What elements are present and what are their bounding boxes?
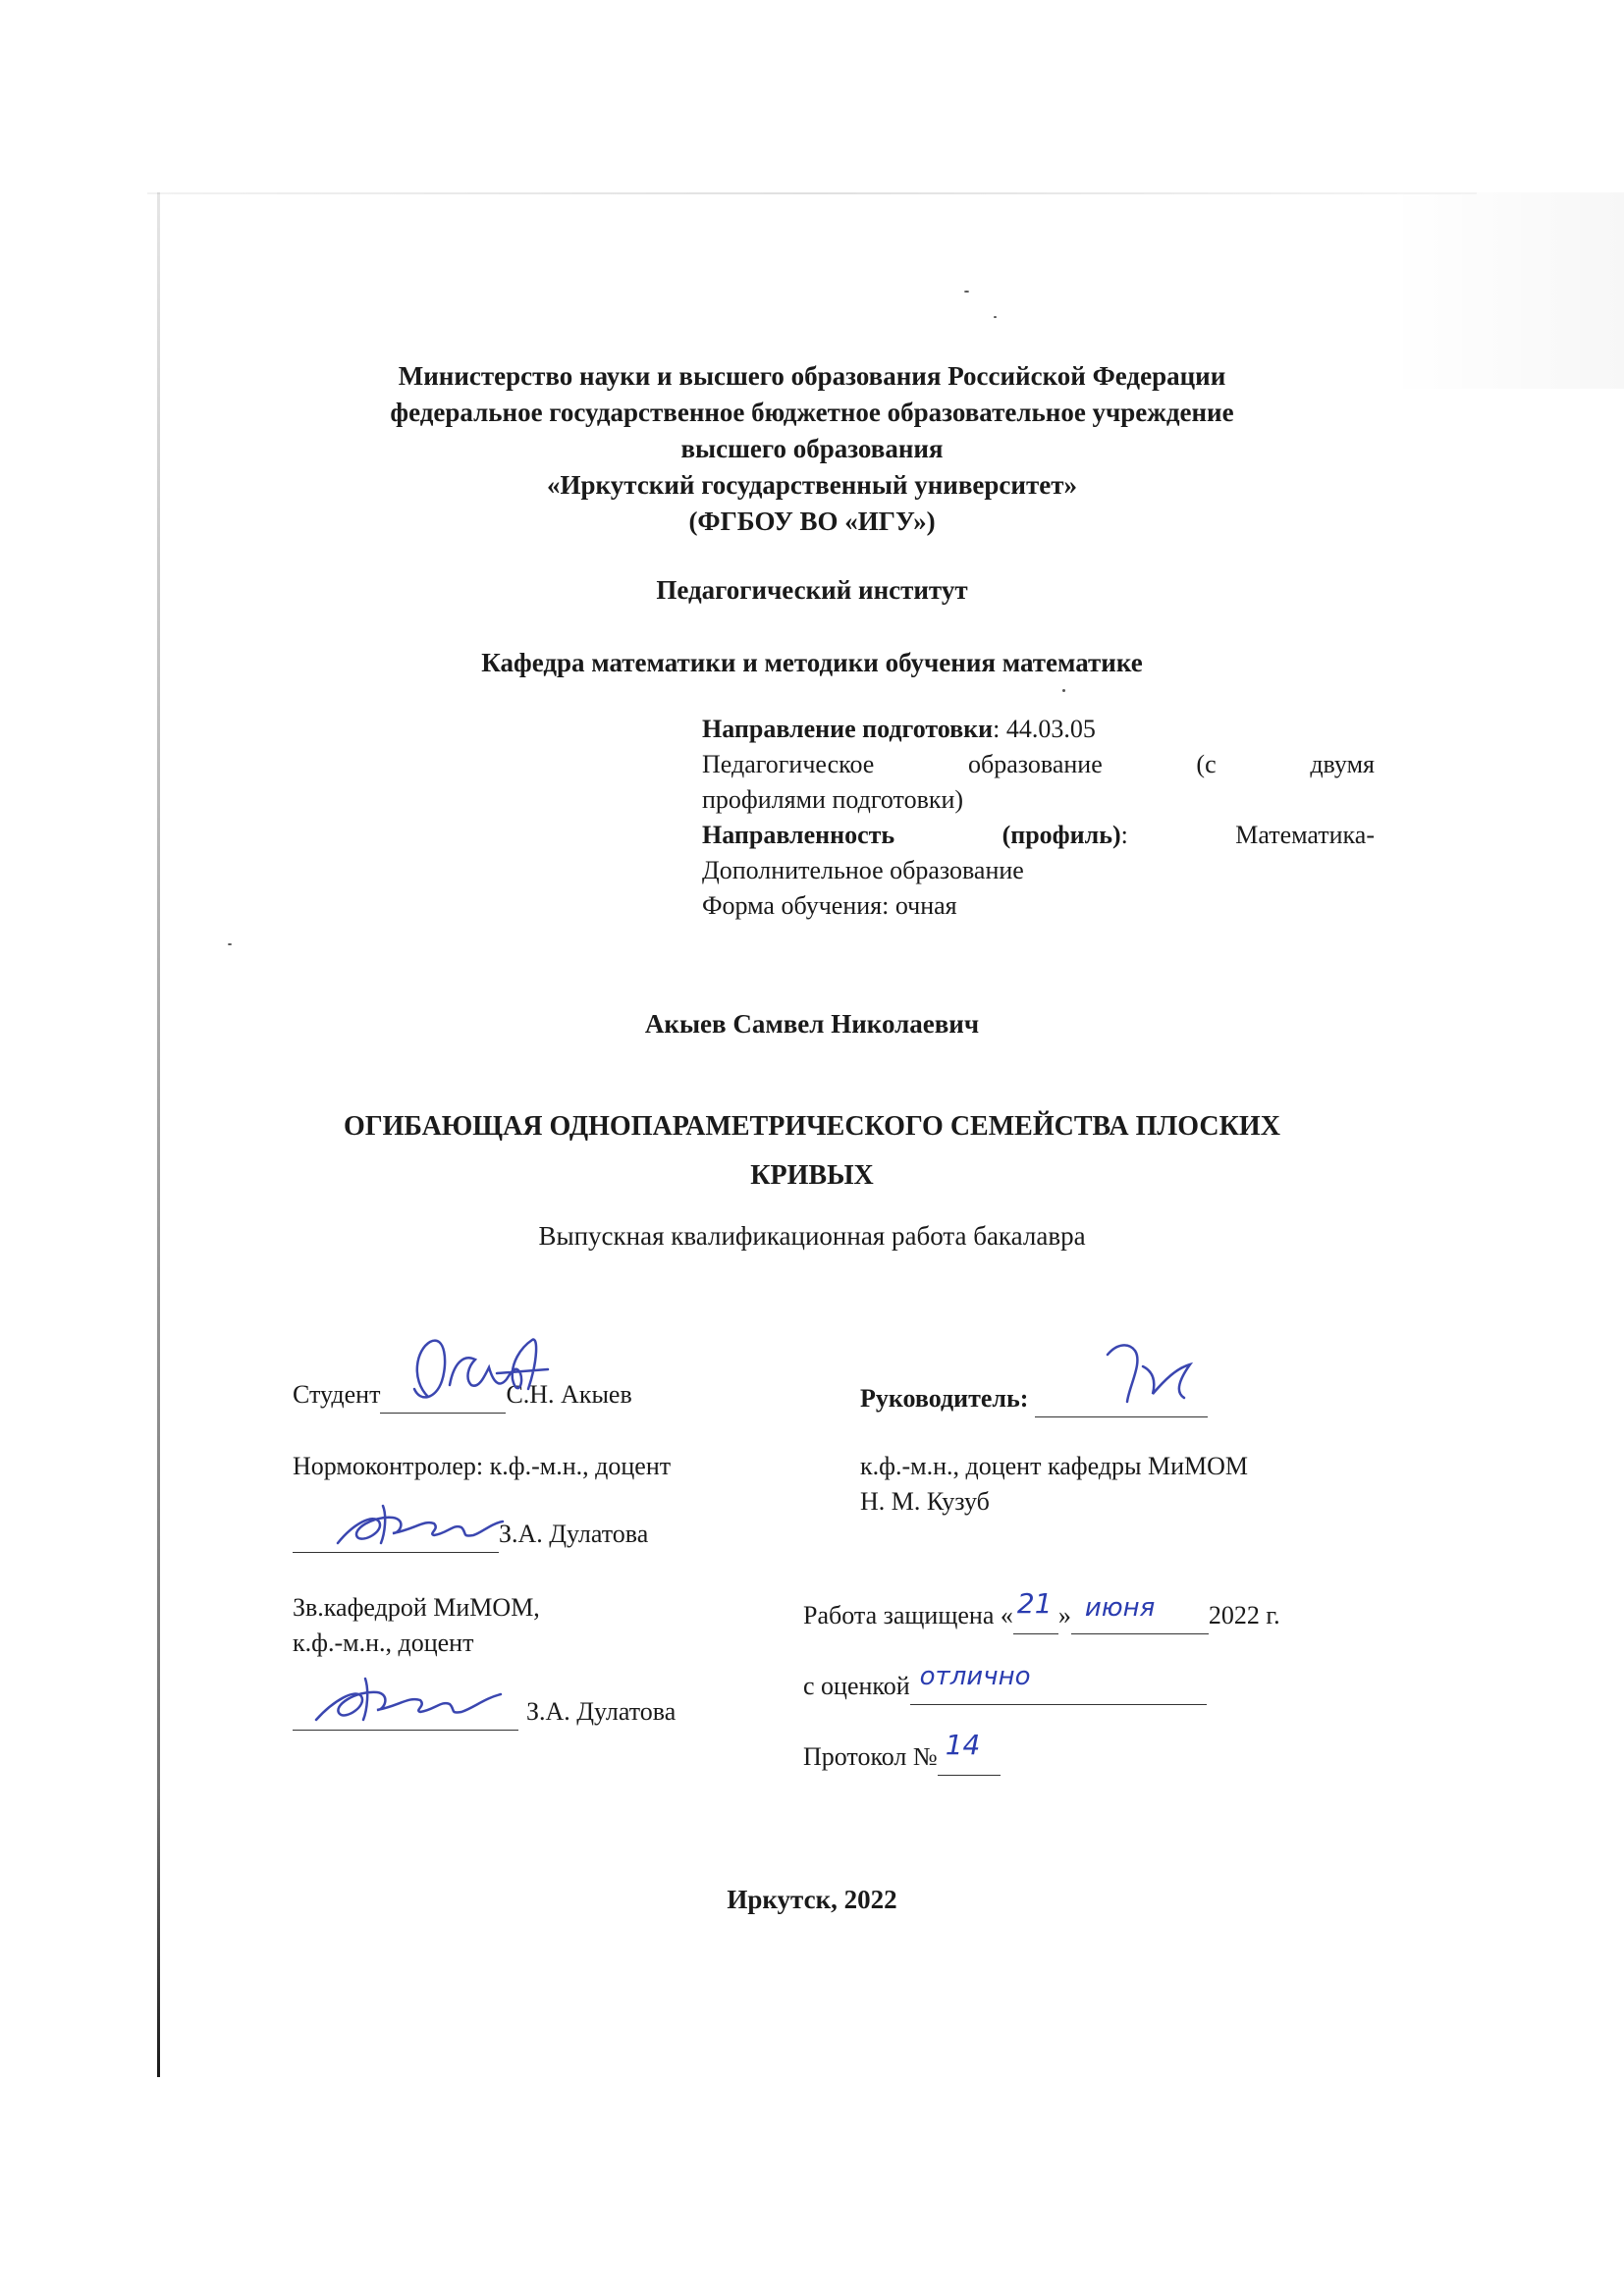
scan-speck bbox=[994, 316, 997, 318]
supervisor-label: Руководитель: bbox=[860, 1384, 1029, 1413]
university-abbr: (ФГБОУ ВО «ИГУ») bbox=[688, 507, 936, 536]
student-name: С.Н. Акыев bbox=[506, 1380, 632, 1409]
defense-quote-close: » bbox=[1057, 1601, 1071, 1629]
profile-line bbox=[702, 818, 1375, 853]
profile-label-word: (профиль) bbox=[1001, 821, 1121, 849]
direction-word: (с bbox=[1196, 750, 1217, 778]
normcontrol-name: З.А. Дулатова bbox=[499, 1520, 649, 1548]
study-form: Форма обучения: очная bbox=[702, 891, 957, 920]
head-label-line-2: к.ф.-м.н., доцент bbox=[293, 1629, 474, 1657]
scan-speck bbox=[964, 291, 969, 293]
direction-label: Направление подготовки bbox=[702, 715, 994, 743]
ministry-line: Министерство науки и высшего образования Российской Федерации bbox=[398, 361, 1226, 391]
defense-year: 2022 г. bbox=[1208, 1601, 1280, 1629]
direction-line bbox=[702, 712, 1096, 747]
direction-line-2 bbox=[702, 747, 1375, 782]
defense-date-line bbox=[803, 1587, 1280, 1634]
university-name: «Иркутский государственный университет» bbox=[547, 470, 1077, 500]
direction-line-3: профилями подготовки) bbox=[702, 785, 964, 814]
grade-label: с оценкой bbox=[803, 1672, 910, 1700]
thesis-title-line-1: ОГИБАЮЩАЯ ОДНОПАРАМЕТРИЧЕСКОГО СЕМЕЙСТВА ПЛОСКИХ bbox=[344, 1111, 1280, 1142]
profile-label-colon: : bbox=[1120, 821, 1128, 849]
supervisor-signature bbox=[1100, 1337, 1208, 1415]
head-label-line-1: Зв.кафедрой МиМОМ, bbox=[293, 1593, 540, 1622]
protocol-line bbox=[803, 1729, 1001, 1776]
scan-speck bbox=[228, 943, 232, 945]
scan-speck bbox=[1062, 689, 1065, 692]
profile-line-2: Дополнительное образование bbox=[702, 856, 1024, 884]
normcontrol-label: Нормоконтролер: к.ф.-м.н., доцент bbox=[293, 1452, 672, 1480]
protocol-label: Протокол № bbox=[803, 1742, 938, 1771]
profile-value: Математика- bbox=[1235, 821, 1375, 849]
department-name: Кафедра математики и методики обучения математике bbox=[481, 648, 1143, 677]
education-level-line: высшего образования bbox=[680, 434, 944, 463]
supervisor-name: Н. М. Кузуб bbox=[860, 1487, 990, 1516]
grade-value: отлично bbox=[919, 1662, 1031, 1691]
defense-day: 21 bbox=[1016, 1587, 1053, 1620]
defense-prefix: Работа защищена « bbox=[803, 1601, 1013, 1629]
author-name: Акыев Самвел Николаевич bbox=[644, 1009, 980, 1039]
supervisor-position: к.ф.-м.н., доцент кафедры МиМОМ bbox=[860, 1452, 1249, 1480]
normcontrol-signature bbox=[324, 1494, 511, 1553]
direction-code: : 44.03.05 bbox=[993, 715, 1096, 743]
profile-label-word: Направленность bbox=[702, 821, 895, 849]
direction-word: Педагогическое bbox=[702, 750, 875, 778]
direction-word: двумя bbox=[1310, 750, 1375, 778]
defense-month-blank bbox=[1071, 1593, 1209, 1634]
defense-month: июня bbox=[1084, 1593, 1156, 1623]
grade-blank bbox=[910, 1662, 1207, 1705]
student-label: Студент bbox=[293, 1380, 381, 1409]
grade-line bbox=[803, 1662, 1207, 1705]
head-name: З.А. Дулатова bbox=[526, 1697, 677, 1726]
defense-day-blank bbox=[1013, 1587, 1058, 1634]
city-year: Иркутск, 2022 bbox=[727, 1885, 897, 1914]
institution-type-line: федеральное государственное бюджетное образовательное учреждение bbox=[390, 398, 1234, 427]
scan-edge-top bbox=[147, 192, 1477, 194]
student-signature bbox=[391, 1320, 558, 1428]
protocol-number: 14 bbox=[945, 1729, 981, 1761]
head-signature bbox=[304, 1669, 511, 1728]
thesis-title-line-2: КРИВЫХ bbox=[750, 1160, 874, 1191]
work-type: Выпускная квалификационная работа бакалавра bbox=[538, 1221, 1086, 1251]
institute-name: Педагогический институт bbox=[656, 575, 968, 605]
protocol-blank bbox=[938, 1729, 1001, 1776]
direction-word: образование bbox=[968, 750, 1103, 778]
